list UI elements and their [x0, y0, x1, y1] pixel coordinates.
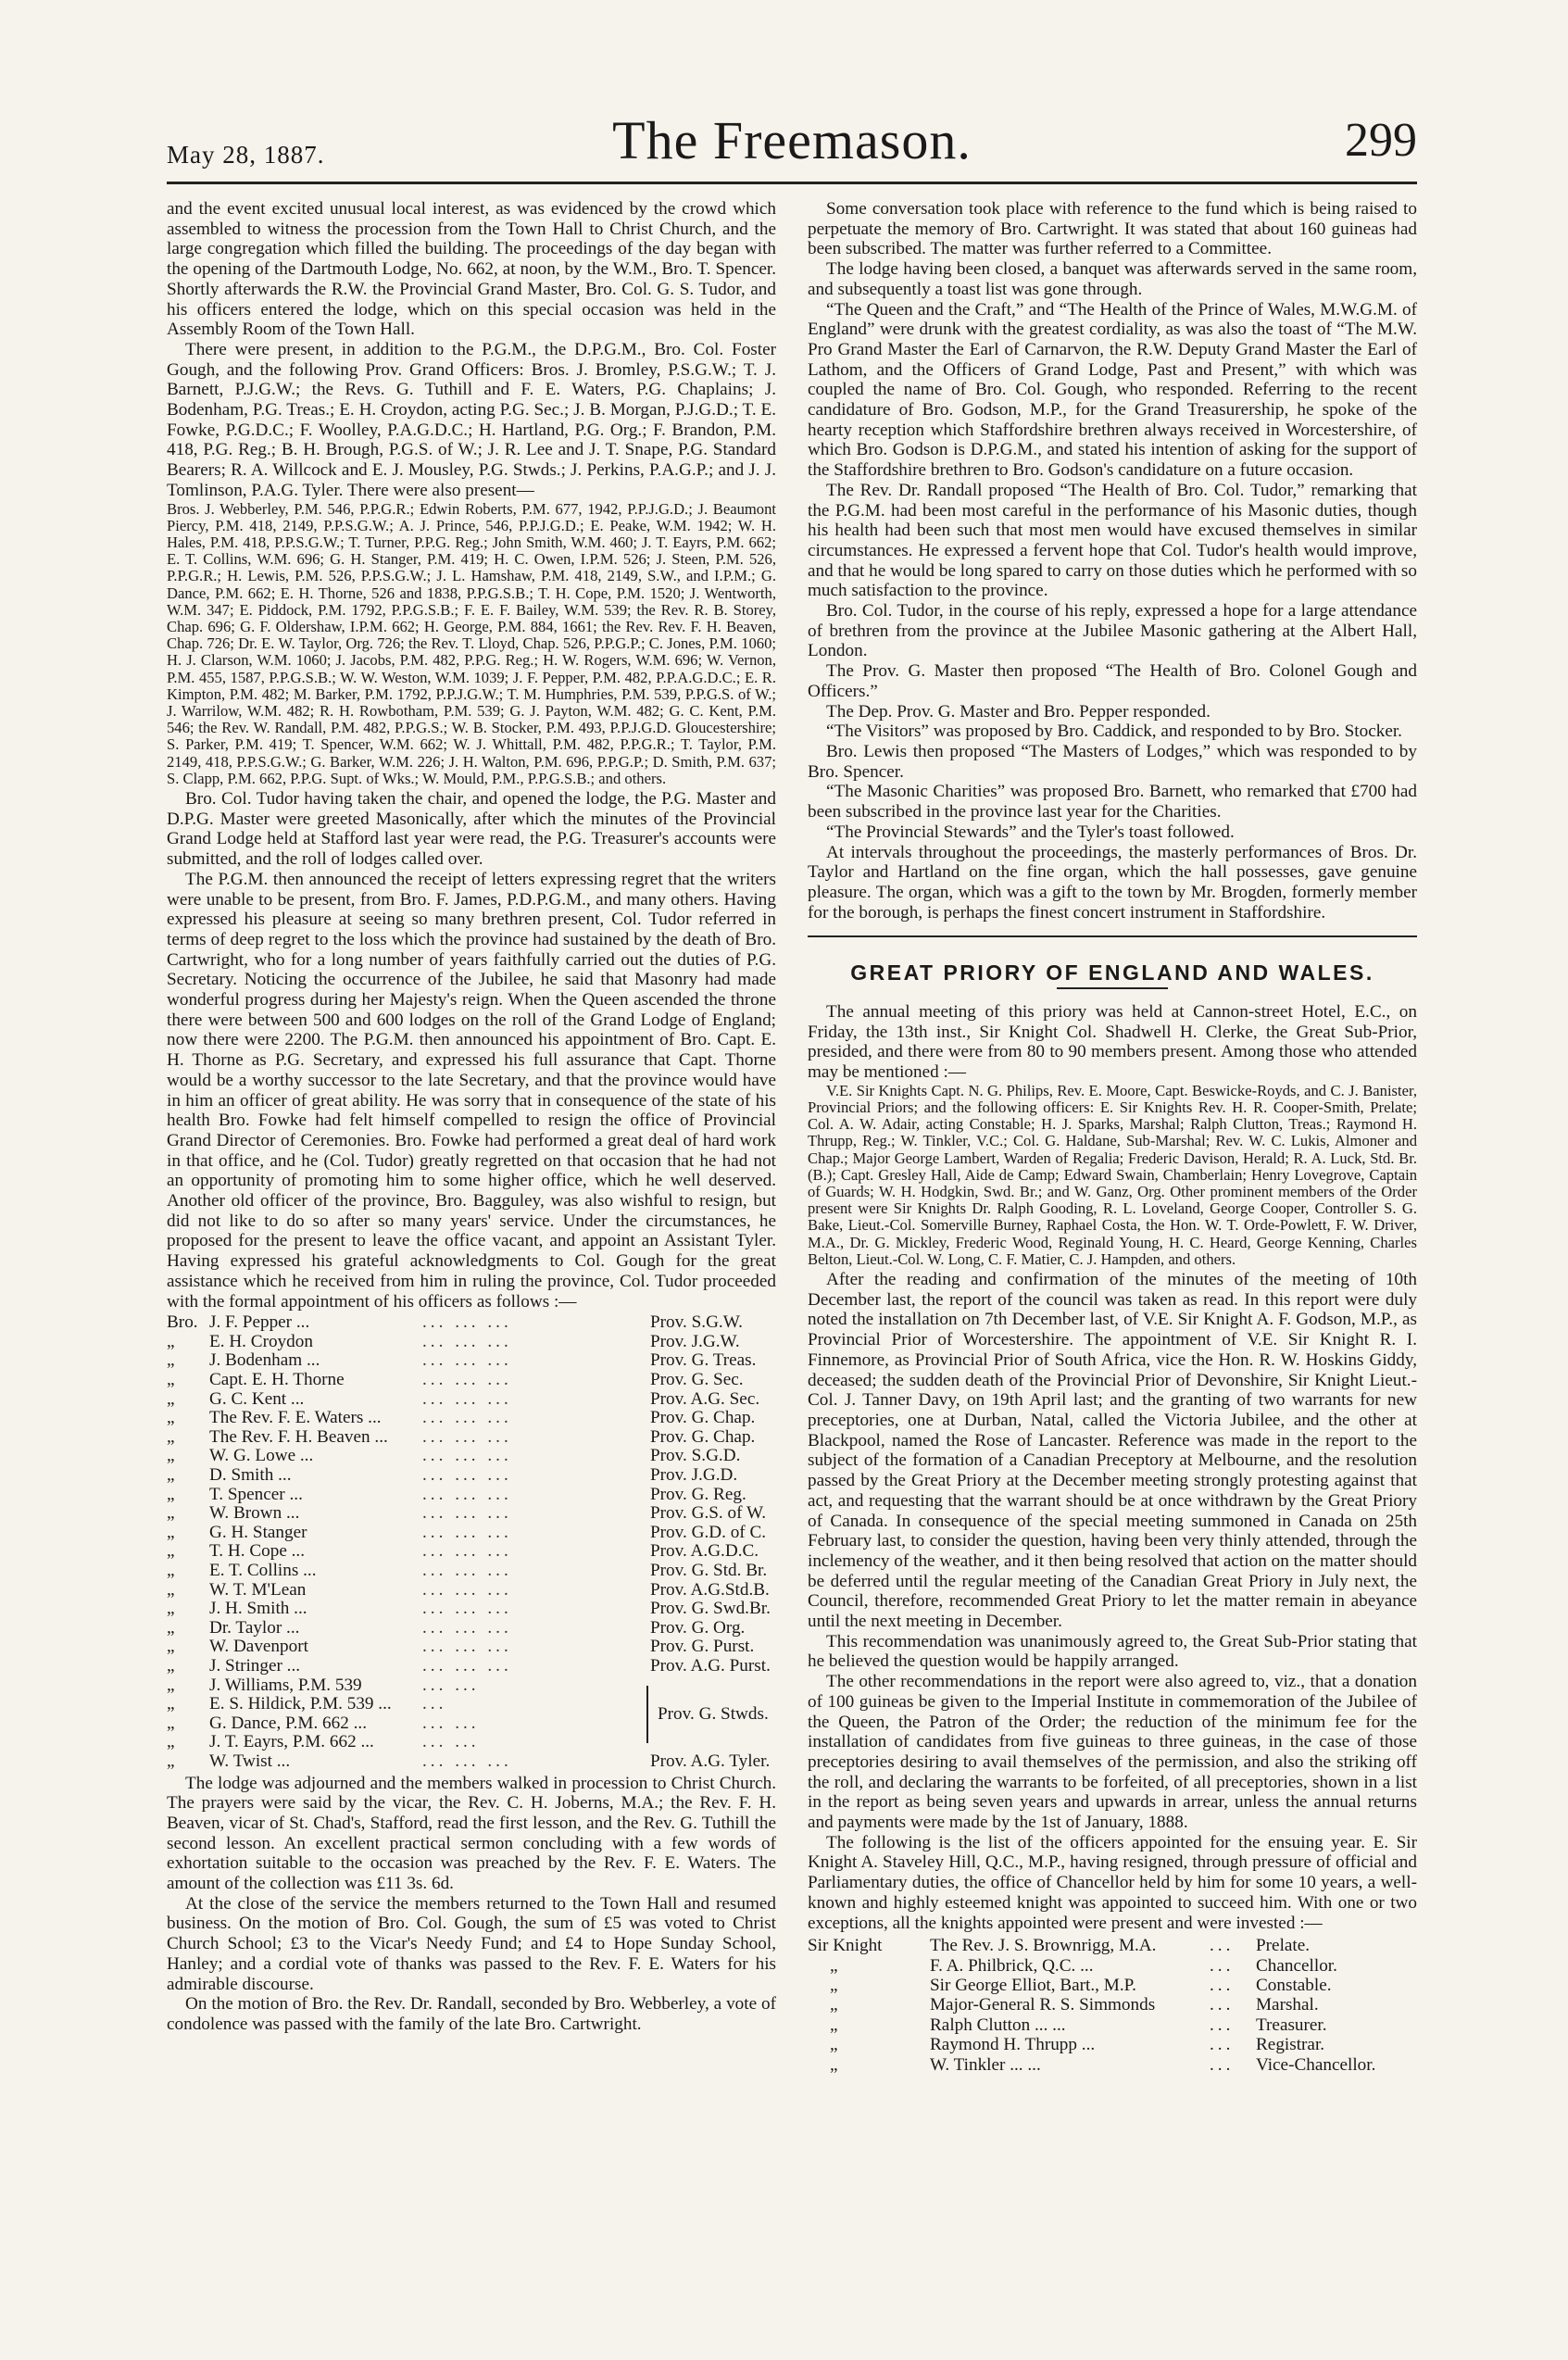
officer-name: Capt. E. H. Thorne — [209, 1370, 345, 1390]
paragraph: This recommendation was unanimously agreed to, the Great Sub-Prior stating that he believed the question would be happily arranged. — [808, 1631, 1417, 1672]
office: Prov. G. Org. — [650, 1617, 746, 1638]
officer-name: The Rev. F. E. Waters ... — [209, 1408, 382, 1428]
leader-dots: ... — [1210, 1955, 1235, 1976]
leader-dots: ... ... ... — [422, 1331, 512, 1351]
prefix: „ — [167, 1484, 175, 1504]
prefix: „ — [167, 1637, 175, 1657]
table-row — [167, 1676, 776, 1696]
attendee-list: Bros. J. Webberley, P.M. 546, P.P.G.R.; Edwin Roberts, P.M. 677, 1942, P.P.J.G.D.; J. Beaumont Piercy, P.M. 418, 2149, P.P.S.G.W.; A. J. Prince, 546, P.P.J.G.D.; E. Peake, W.M. 1942; W. H. Hales, P.M. 418, P.P.S.G.W.; T. Turner, P.P.G. Reg.; John Smith, W.M. 460; J. T. Eayrs, P.M. 662; E. T. Collins, W.M. 696; G. H. Stanger, P.M. 419; H. C. Owen, I.P.M. 526; J. Steen, P.M. 526, P.P.G.R.; H. Lewis, P.M. 526, P.P.S.G.W.; J. L. Hamshaw, P.M. 418, 2149, S.W., and I.P.M.; G. Dance, P.M. 662; E. H. Thorne, 526 and 1838, P.P.G.S.B.; T. H. Cope, P.M. 1520; J. Wentworth, W.M. 347; E. Piddock, P.M. 1792, P.P.G.S.B.; F. E. F. Bailey, W.M. 539; the Rev. R. B. Storey, Chap. 696; G. F. Oldershaw, I.P.M. 662; H. George, P.M. 884, 1661; the Rev. Rev. F. H. Beaven, Chap. 726; Dr. E. W. Taylor, Org. 726; the Rev. T. Lloyd, Chap. 526, P.P.G.P.; C. Jones, P.M. 1060; H. J. Clarson, W.M. 1060; J. Jacobs, P.M. 482, P.P.G. Reg.; H. W. Rogers, W.M. 696; W. Vernon, P.M. 455, 1587, P.P.G.S.B.; W. W. Weston, W.M. 1039; J. F. Pepper, P.M. 482, P.P.A.G.D.C.; E. R. Kimpton, P.M. 482; M. Barker, P.M. 1792, P.P.J.G.W.; T. M. Humphries, P.M. 539, P.P.G.S. of W.; J. Warrilow, W.M. 482; R. H. Rowbotham, P.M. 539; G. J. Payton, W.M. 482; G. C. Kent, P.M. 546; the Rev. W. Randall, P.M. 482, P.P.G.S.; W. B. Stocker, P.M. 493, P.P.J.G.D. Gloucestershire; S. Parker, P.M. 419; T. Spencer, W.M. 662; W. J. Whittall, P.M. 482, P.P.G.R.; T. Taylor, P.M. 2149, 418, P.P.S.G.W.; G. Barker, W.M. 226; J. H. Walton, P.M. 696, P.P.G.P.; D. Smith, P.M. 637; S. Clapp, P.M. 662, P.P.G. Supt. of Wks.; W. Mould, P.M., P.P.G.S.B.; and others. — [167, 499, 776, 787]
officer-name: W. Brown ... — [209, 1503, 300, 1524]
prefix: Sir Knight — [808, 1936, 883, 1956]
leader-dots: ... ... — [422, 1675, 480, 1695]
table-row — [167, 1619, 776, 1638]
office: Prov. G. Reg. — [650, 1484, 746, 1504]
office: Prov. G. Purst. — [650, 1637, 755, 1657]
office: Prov. A.G. Tyler. — [650, 1751, 771, 1771]
officer-name: Major-General R. S. Simmonds — [930, 1995, 1156, 2015]
table-row — [808, 2055, 1417, 2075]
office: Prov. G.D. of C. — [650, 1522, 767, 1542]
brace — [646, 1686, 769, 1743]
table-row — [167, 1657, 776, 1676]
leader-dots: ... — [1210, 1995, 1235, 2015]
table-row — [808, 1995, 1417, 2015]
paragraph: The annual meeting of this priory was held at Cannon-street Hotel, E.C., on Friday, the 13th inst., Sir Knight Col. Shadwell H. Clerke, the Great Sub-Prior, presided, and there were from 80 to 90 members present. Among those who attended may be mentioned :— — [808, 1002, 1417, 1083]
leader-dots: ... ... ... — [422, 1561, 512, 1580]
officer-name: J. T. Eayrs, P.M. 662 ... — [209, 1732, 374, 1752]
officer-name: W. Twist ... — [209, 1751, 291, 1771]
paragraph: Bro. Lewis then proposed “The Masters of Lodges,” which was responded to by Bro. Spencer. — [808, 741, 1417, 782]
section-title: GREAT PRIORY OF ENGLAND AND WALES. — [850, 960, 1374, 985]
table-row — [167, 1466, 776, 1486]
office: Prov. A.G. Sec. — [650, 1388, 760, 1409]
officer-name: G. H. Stanger — [209, 1522, 307, 1542]
leader-dots: ... ... ... — [422, 1579, 512, 1600]
prefix: „ — [167, 1350, 175, 1371]
prefix: „ — [167, 1599, 175, 1619]
office: Treasurer. — [1256, 2015, 1327, 2035]
leader-dots: ... — [422, 1694, 447, 1714]
leader-dots: ... — [1210, 2035, 1235, 2055]
prefix: „ — [167, 1408, 175, 1428]
table-row — [167, 1752, 776, 1772]
officer-name: Ralph Clutton ... ... — [930, 2015, 1066, 2035]
paragraph: “The Visitors” was proposed by Bro. Caddick, and responded to by Bro. Stocker. — [826, 722, 1402, 742]
office: Prov. A.G.D.C. — [650, 1541, 759, 1562]
prefix: „ — [167, 1426, 175, 1447]
paragraph: The Rev. Dr. Randall proposed “The Health of Bro. Col. Tudor,” remarking that the P.G.M. had been most careful in the performance of his Masonic duties, though his health had been such that most men would have excused themselves in similar circumstances. He expressed a fervent hope that Col. Tudor's health would improve, and that he would be long spared to carry on those duties which he performed with so much satisfaction to the province. — [808, 480, 1417, 601]
office: Prov. G. Stwds. — [658, 1703, 769, 1724]
leader-dots: ... ... — [422, 1713, 480, 1733]
officer-name: G. Dance, P.M. 662 ... — [209, 1713, 368, 1733]
prefix: „ — [167, 1465, 175, 1486]
officer-name: J. Bodenham ... — [209, 1350, 320, 1371]
table-row — [167, 1313, 776, 1333]
officer-name: D. Smith ... — [209, 1465, 292, 1486]
leader-dots: ... — [1210, 2054, 1235, 2075]
office: Prov. S.G.D. — [650, 1446, 741, 1466]
paragraph: The lodge having been closed, a banquet was afterwards served in the same room, and subsequently a toast list was gone through. — [808, 259, 1417, 299]
office: Prelate. — [1256, 1936, 1311, 1956]
office: Prov. G. Chap. — [650, 1408, 756, 1428]
table-row — [167, 1351, 776, 1371]
leader-dots: ... — [1210, 1976, 1235, 1996]
page-number: 299 — [1345, 114, 1417, 167]
officer-name: F. A. Philbrick, Q.C. ... — [930, 1955, 1094, 1976]
office: Constable. — [1256, 1976, 1332, 1996]
officer-name: J. Williams, P.M. 539 — [209, 1675, 362, 1695]
officer-name: E. T. Collins ... — [209, 1561, 317, 1580]
prefix: „ — [167, 1732, 175, 1752]
table-row — [167, 1504, 776, 1524]
table-row — [808, 1956, 1417, 1976]
table-row — [167, 1562, 776, 1581]
officer-name: E. S. Hildick, P.M. 539 ... — [209, 1694, 392, 1714]
masthead-title: The Freemason. — [612, 110, 972, 170]
officer-name: Raymond H. Thrupp ... — [930, 2035, 1096, 2055]
prefix: „ — [830, 1976, 838, 1996]
prefix: „ — [167, 1579, 175, 1600]
table-row — [167, 1600, 776, 1619]
prefix: „ — [830, 1955, 838, 1976]
prefix: „ — [830, 1995, 838, 2015]
officer-name: The Rev. F. H. Beaven ... — [209, 1426, 388, 1447]
paragraph: The P.G.M. then announced the receipt of letters expressing regret that the writers were unable to be present, from Bro. F. James, P.D.P.G.M., and many others. Having expressed his pleasure at seeing so many brethren present, Col. Tudor referred in terms of deep regret to the loss which the province had sustained by the death of Bro. Cartwright, who for a long number of years faithfully carried out the duties of P.G. Secretary. Noticing the occurrence of the Jubilee, he said that Masonry had made wonderful progress during her Majesty's reign. When the Queen ascended the throne there were between 500 and 600 lodges on the roll of the Grand Lodge of England; now there were 2200. The P.G.M. then announced his appointment of Bro. Capt. E. H. Thorne as P.G. Secretary, and expressed his full assurance that Capt. Thorne would be a worthy successor to the late Secretary, and that the province would have in him an officer of great ability. He was sorry that in consequence of the state of his health Bro. Fowke had felt himself compelled to resign the office of Provincial Grand Director of Ceremonies. Bro. Fowke had performed a great deal of hard work in that office, and he (Col. Tudor) greatly regretted on that occasion that he had not an opportunity of promoting him to some higher office, which he well deserved. Another old officer of the province, Bro. Bagguley, was also wishful to resign, but did not like to do so after so many years' service. Under the circumstances, he proposed for the present to leave the office vacant, and appoint an Assistant Tyler. Having expressed his grateful acknowledgments to Col. Gough for the great assistance which he received from him in ruling the province, Col. Tudor proceeded with the formal appointment of his officers as follows :— — [167, 869, 776, 1312]
leader-dots: ... ... ... — [422, 1388, 512, 1409]
leader-dots: ... ... ... — [422, 1503, 512, 1524]
officer-name: T. H. Cope ... — [209, 1541, 306, 1562]
leader-dots: ... ... ... — [422, 1655, 512, 1676]
officer-name: J. H. Smith ... — [209, 1599, 307, 1619]
officer-name: W. Davenport — [209, 1637, 308, 1657]
table-row — [808, 2035, 1417, 2054]
leader-dots: ... ... ... — [422, 1637, 512, 1657]
table-row — [808, 1976, 1417, 1995]
leader-dots: ... ... ... — [422, 1522, 512, 1542]
office: Prov. J.G.W. — [650, 1331, 740, 1351]
header-rule — [167, 182, 1417, 184]
leader-dots: ... — [1210, 1936, 1235, 1956]
paragraph: Bro. Col. Tudor, in the course of his reply, expressed a hope for a large attendance of brethren from the province at the Jubilee Masonic gathering at the Albert Hall, London. — [808, 601, 1417, 661]
officer-name: The Rev. J. S. Brownrigg, M.A. — [930, 1936, 1157, 1956]
prefix: „ — [167, 1694, 175, 1714]
prefix: „ — [167, 1541, 175, 1562]
prefix: „ — [167, 1522, 175, 1542]
appointments-table — [167, 1313, 776, 1771]
table-row — [167, 1524, 776, 1543]
table-row — [167, 1486, 776, 1505]
leader-dots: ... ... ... — [422, 1370, 512, 1390]
leader-dots: ... ... ... — [422, 1312, 512, 1333]
paragraph: There were present, in addition to the P.G.M., the D.P.G.M., Bro. Col. Foster Gough, and the following Prov. Grand Officers: Bros. J. Bromley, P.S.G.W.; T. J. Barnett, P.J.G.W.; the Revs. G. Tuthill and F. E. Waters, P.G. Chaplains; J. Bodenham, P.G. Treas.; E. H. Croydon, acting P.G. Sec.; J. B. Morgan, P.J.G.D.; T. E. Fowke, P.G.D.C.; F. Woolley, P.A.G.D.C.; H. Hartland, P.G. Org.; F. Brandon, P.M. 418, P.G. Reg.; B. H. Brough, P.G.S. of W.; J. R. Lee and J. T. Snape, P.G. Standard Bearers; R. A. Willcock and E. J. Mousley, P.G. Stwds.; J. Perkins, P.A.G.P.; and J. J. Tomlinson, P.A.G. Tyler. There were also present— — [167, 339, 776, 500]
officer-name: W. Tinkler ... ... — [930, 2054, 1041, 2075]
officer-name: Dr. Taylor ... — [209, 1617, 300, 1638]
paragraph: Some conversation took place with reference to the fund which is being raised to perpetuate the memory of Bro. Cartwright. It was stated that about 160 guineas had been subscribed. The matter was further referred to a Committee. — [808, 199, 1417, 259]
right-column — [808, 199, 1417, 2075]
office: Marshal. — [1256, 1995, 1319, 2015]
leader-dots: ... ... — [422, 1732, 480, 1752]
office: Registrar. — [1256, 2035, 1325, 2055]
office: Prov. S.G.W. — [650, 1312, 743, 1333]
prefix: „ — [830, 2054, 838, 2075]
section-divider — [808, 935, 1417, 937]
prefix: „ — [167, 1655, 175, 1676]
table-row — [167, 1542, 776, 1562]
leader-dots: ... ... ... — [422, 1599, 512, 1619]
paragraph: Bro. Col. Tudor having taken the chair, and opened the lodge, the P.G. Master and D.P.G. Master were greeted Masonically, after which the minutes of the Provincial Grand Lodge held at Stafford last year were read, the P.G. Treasurer's accounts were submitted, and the roll of lodges called over. — [167, 789, 776, 870]
prefix: „ — [167, 1503, 175, 1524]
office: Prov. G. Swd.Br. — [650, 1599, 771, 1619]
prefix: „ — [167, 1331, 175, 1351]
table-row — [808, 1936, 1417, 1955]
office: Prov. G. Sec. — [650, 1370, 744, 1390]
table-row — [167, 1409, 776, 1428]
table-row — [167, 1333, 776, 1352]
officers-table — [808, 1936, 1417, 2075]
officer-name: G. C. Kent ... — [209, 1388, 305, 1409]
office: Prov. A.G.Std.B. — [650, 1579, 770, 1600]
table-row — [167, 1581, 776, 1601]
leader-dots: ... ... ... — [422, 1617, 512, 1638]
office: Prov. G.S. of W. — [650, 1503, 767, 1524]
officer-name: Sir George Elliot, Bart., M.P. — [930, 1976, 1136, 1996]
office: Prov. J.G.D. — [650, 1465, 738, 1486]
leader-dots: ... ... ... — [422, 1426, 512, 1447]
prefix: „ — [167, 1561, 175, 1580]
prefix: Bro. — [167, 1312, 198, 1333]
leader-dots: ... ... ... — [422, 1446, 512, 1466]
paragraph: The lodge was adjourned and the members walked in procession to Christ Church. The prayers were said by the vicar, the Rev. C. H. Joberns, M.A.; the Rev. F. H. Beaven, vicar of St. Chad's, Stafford, read the first lesson, and the Rev. G. Tuthill the second lesson. An excellent practical sermon concluding with a few words of exhortation suitable to the occasion was preached by the Rev. F. E. Waters. The amount of the collection was £11 3s. 6d. — [167, 1773, 776, 1894]
paragraph: “The Queen and the Craft,” and “The Health of the Prince of Wales, M.W.G.M. of England” were drunk with the greatest cordiality, as was also the toast of “The M.W. Pro Grand Master the Earl of Carnarvon, the R.W. Deputy Grand Master the Earl of Lathom, and the Officers of Grand Lodge, Past and Present,” with which was coupled the name of Bro. Col. Gough, who responded. Referring to the recent candidature of Bro. Godson, M.P., for the Grand Treasurership, he spoke of the hearty reception which Staffordshire brethren always received in Worcestershire, of which Bro. Godson is D.P.G.M., and stated his intention of asking for the support of the Staffordshire brethren to Bro. Godson's candidature on a future occasion. — [808, 299, 1417, 481]
paragraph: The following is the list of the officers appointed for the ensuing year. E. Sir Knight A. Staveley Hill, Q.C., M.P., having resigned, through pressure of official and Parliamentary duties, the office of Chancellor held by him for some 10 years, a well-known and highly esteemed knight was appointed to succeed him. With one or two exceptions, all the knights appointed were present and were invested :— — [808, 1832, 1417, 1933]
paragraph: The Dep. Prov. G. Master and Bro. Pepper responded. — [826, 701, 1210, 722]
officer-name: J. Stringer ... — [209, 1655, 301, 1676]
title-underline — [1057, 987, 1168, 989]
issue-date: May 28, 1887. — [167, 141, 325, 169]
prefix: „ — [167, 1675, 175, 1695]
paragraph: “The Masonic Charities” was proposed Bro. Barnett, who remarked that £700 had been subscribed in the province last year for the Charities. — [808, 782, 1417, 822]
paragraph: At intervals throughout the proceedings, the masterly performances of Bros. Dr. Taylor and Hartland on the fine organ, which the hall possesses, gave genuine pleasure. The organ, which was a gift to the town by Mr. Brogden, formerly member for the borough, is perhaps the finest concert instrument in Staffordshire. — [808, 842, 1417, 923]
paragraph: The other recommendations in the report were also agreed to, viz., that a donation of 100 guineas be given to the Imperial Institute in commemoration of the Jubilee of the Queen, the Patron of the Order; the reduction of the minimum fee for the installation of candidates from five guineas to three guineas, in the case of those preceptories desiring to avail themselves of the permission, and also the striking off the roll, and declaring the warrants to be forfeited, of all preceptories, shown in a list in the report as being seven years and upwards in arrear, unless the annual returns and payments were made by the 1st of January, 1888. — [808, 1672, 1417, 1833]
prefix: „ — [167, 1370, 175, 1390]
leader-dots: ... ... ... — [422, 1465, 512, 1486]
officer-name: W. G. Lowe ... — [209, 1446, 314, 1466]
leader-dots: ... ... ... — [422, 1484, 512, 1504]
prefix: „ — [830, 2035, 838, 2055]
attendee-list: V.E. Sir Knights Capt. N. G. Philips, Rev. E. Moore, Capt. Beswicke-Royds, and C. J. Banister, Provincial Priors; and the following officers: E. Sir Knights Rev. H. R. Cooper-Smith, Prelate; Col. A. W. Adair, acting Constable; H. J. Sparks, Marshal; Ralph Clutton, Treas.; Raymond H. Thrupp, Reg.; W. Tinkler, V.C.; Col. G. Haldane, Sub-Marshal; Rev. W. C. Lukis, Almoner and Chap.; Major George Lambert, Warden of Regalia; Frederic Davison, Herald; R. A. Luck, Std. Br. (B.); Capt. Gresley Hall, Aide de Camp; Edward Swain, Chamberlain; Henry Lovegrove, Captain of Guards; W. H. Hodgkin, Swd. Br.; and W. Ganz, Org. Other prominent members of the Order present were Sir Knights Dr. Ralph Gooding, R. L. Loveland, George Cooper, Controller S. G. Bake, Lieut.-Col. Somerville Burney, Raphael Costa, the Hon. W. T. Orde-Powlett, F. W. Driver, M.A., Dr. G. Mickley, Frederic Wood, Reginald Young, H. C. Heard, George Kenning, Charles Belton, Lieut.-Col. W. Long, C. F. Matier, C. J. Hampden, and others. — [808, 1081, 1417, 1268]
prefix: „ — [167, 1751, 175, 1771]
table-row — [167, 1638, 776, 1657]
prefix: „ — [167, 1388, 175, 1409]
prefix: „ — [167, 1617, 175, 1638]
officer-name: T. Spencer ... — [209, 1484, 303, 1504]
prefix: „ — [830, 2015, 838, 2035]
paragraph: “The Provincial Stewards” and the Tyler's toast followed. — [826, 822, 1235, 842]
paragraph: On the motion of Bro. the Rev. Dr. Randall, seconded by Bro. Webberley, a vote of condolence was passed with the family of the late Bro. Cartwright. — [167, 1994, 776, 2034]
office: Prov. G. Chap. — [650, 1426, 756, 1447]
leader-dots: ... ... ... — [422, 1408, 512, 1428]
office: Prov. A.G. Purst. — [650, 1655, 771, 1676]
office: Chancellor. — [1256, 1955, 1337, 1976]
table-row — [167, 1390, 776, 1410]
paragraph: and the event excited unusual local interest, as was evidenced by the crowd which assembled to witness the procession from the Town Hall to Christ Church, and the large congregation which filled the building. The proceedings of the day began with the opening of the Dartmouth Lodge, No. 662, at noon, by the W.M., Bro. T. Spencer. Shortly afterwards the R.W. the Provincial Grand Master, Bro. Col. G. S. Tudor, and his officers entered the lodge, which on this special occasion was held in the Assembly Room of the Town Hall. — [167, 199, 776, 340]
paragraph: The Prov. G. Master then proposed “The Health of Bro. Colonel Gough and Officers.” — [808, 661, 1417, 701]
office: Vice-Chancellor. — [1256, 2054, 1376, 2075]
left-column — [167, 199, 776, 2035]
prefix: „ — [167, 1446, 175, 1466]
office: Prov. G. Std. Br. — [650, 1561, 768, 1580]
paragraph: At the close of the service the members returned to the Town Hall and resumed business. On the motion of Bro. Col. Gough, the sum of £5 was voted to Christ Church School; £3 to the Vicar's Needy Fund; and £4 to Hope Sunday School, Hanley; and a cordial vote of thanks was passed to the Rev. F. E. Waters for his admirable discourse. — [167, 1893, 776, 1994]
office: Prov. G. Treas. — [650, 1350, 757, 1371]
leader-dots: ... ... ... — [422, 1751, 512, 1771]
prefix: „ — [167, 1713, 175, 1733]
officer-name: W. T. M'Lean — [209, 1579, 307, 1600]
leader-dots: ... — [1210, 2015, 1235, 2035]
leader-dots: ... ... ... — [422, 1350, 512, 1371]
officer-name: J. F. Pepper ... — [209, 1312, 310, 1333]
table-row — [167, 1428, 776, 1448]
table-row — [167, 1447, 776, 1466]
leader-dots: ... ... ... — [422, 1541, 512, 1562]
stewards-office-cell — [650, 1676, 776, 1752]
table-row — [167, 1371, 776, 1390]
officer-name: E. H. Croydon — [209, 1331, 313, 1351]
page-header — [167, 109, 1417, 183]
paragraph: After the reading and confirmation of the minutes of the meeting of 10th December last, the report of the council was taken as read. In this report were duly noted the installation on 7th December last, of V.E. Sir Knight A. F. Godson, M.P., as Provincial Prior of Worcestershire. The appointment of V.E. Sir Knight R. I. Finnemore, as Provincial Prior of South Africa, vice the Hon. R. W. Hoskins Giddy, deceased; the sudden death of the Provincial Prior of Devonshire, Sir Knight Lieut.-Col. J. Tanner Davy, on 19th April last; and the granting of two warrants for new preceptories, one at Durban, Natal, called the Victoria Jubilee, and the other at Blackpool, named the Rose of Lancaster. Reference was made in the report to the subject of the formation of a Canadian Preceptory at Melbourne, and the resolution passed by the Great Priory at the December meeting strongly protesting against that act, and requesting that the warrant should be at once withdrawn by the Great Priory of Canada. In consequence of the special meeting summoned in Canada on 25th February last, to consider the question, having been very thinly attended, through the inclemency of the weather, and it then being resolved that action on the matter should be deferred until the regular meeting of the Canadian Great Priory in July next, the Council, therefore, recommended Great Priory to let the matter remain in abeyance until the next meeting in December. — [808, 1270, 1417, 1632]
table-row — [808, 2015, 1417, 2035]
